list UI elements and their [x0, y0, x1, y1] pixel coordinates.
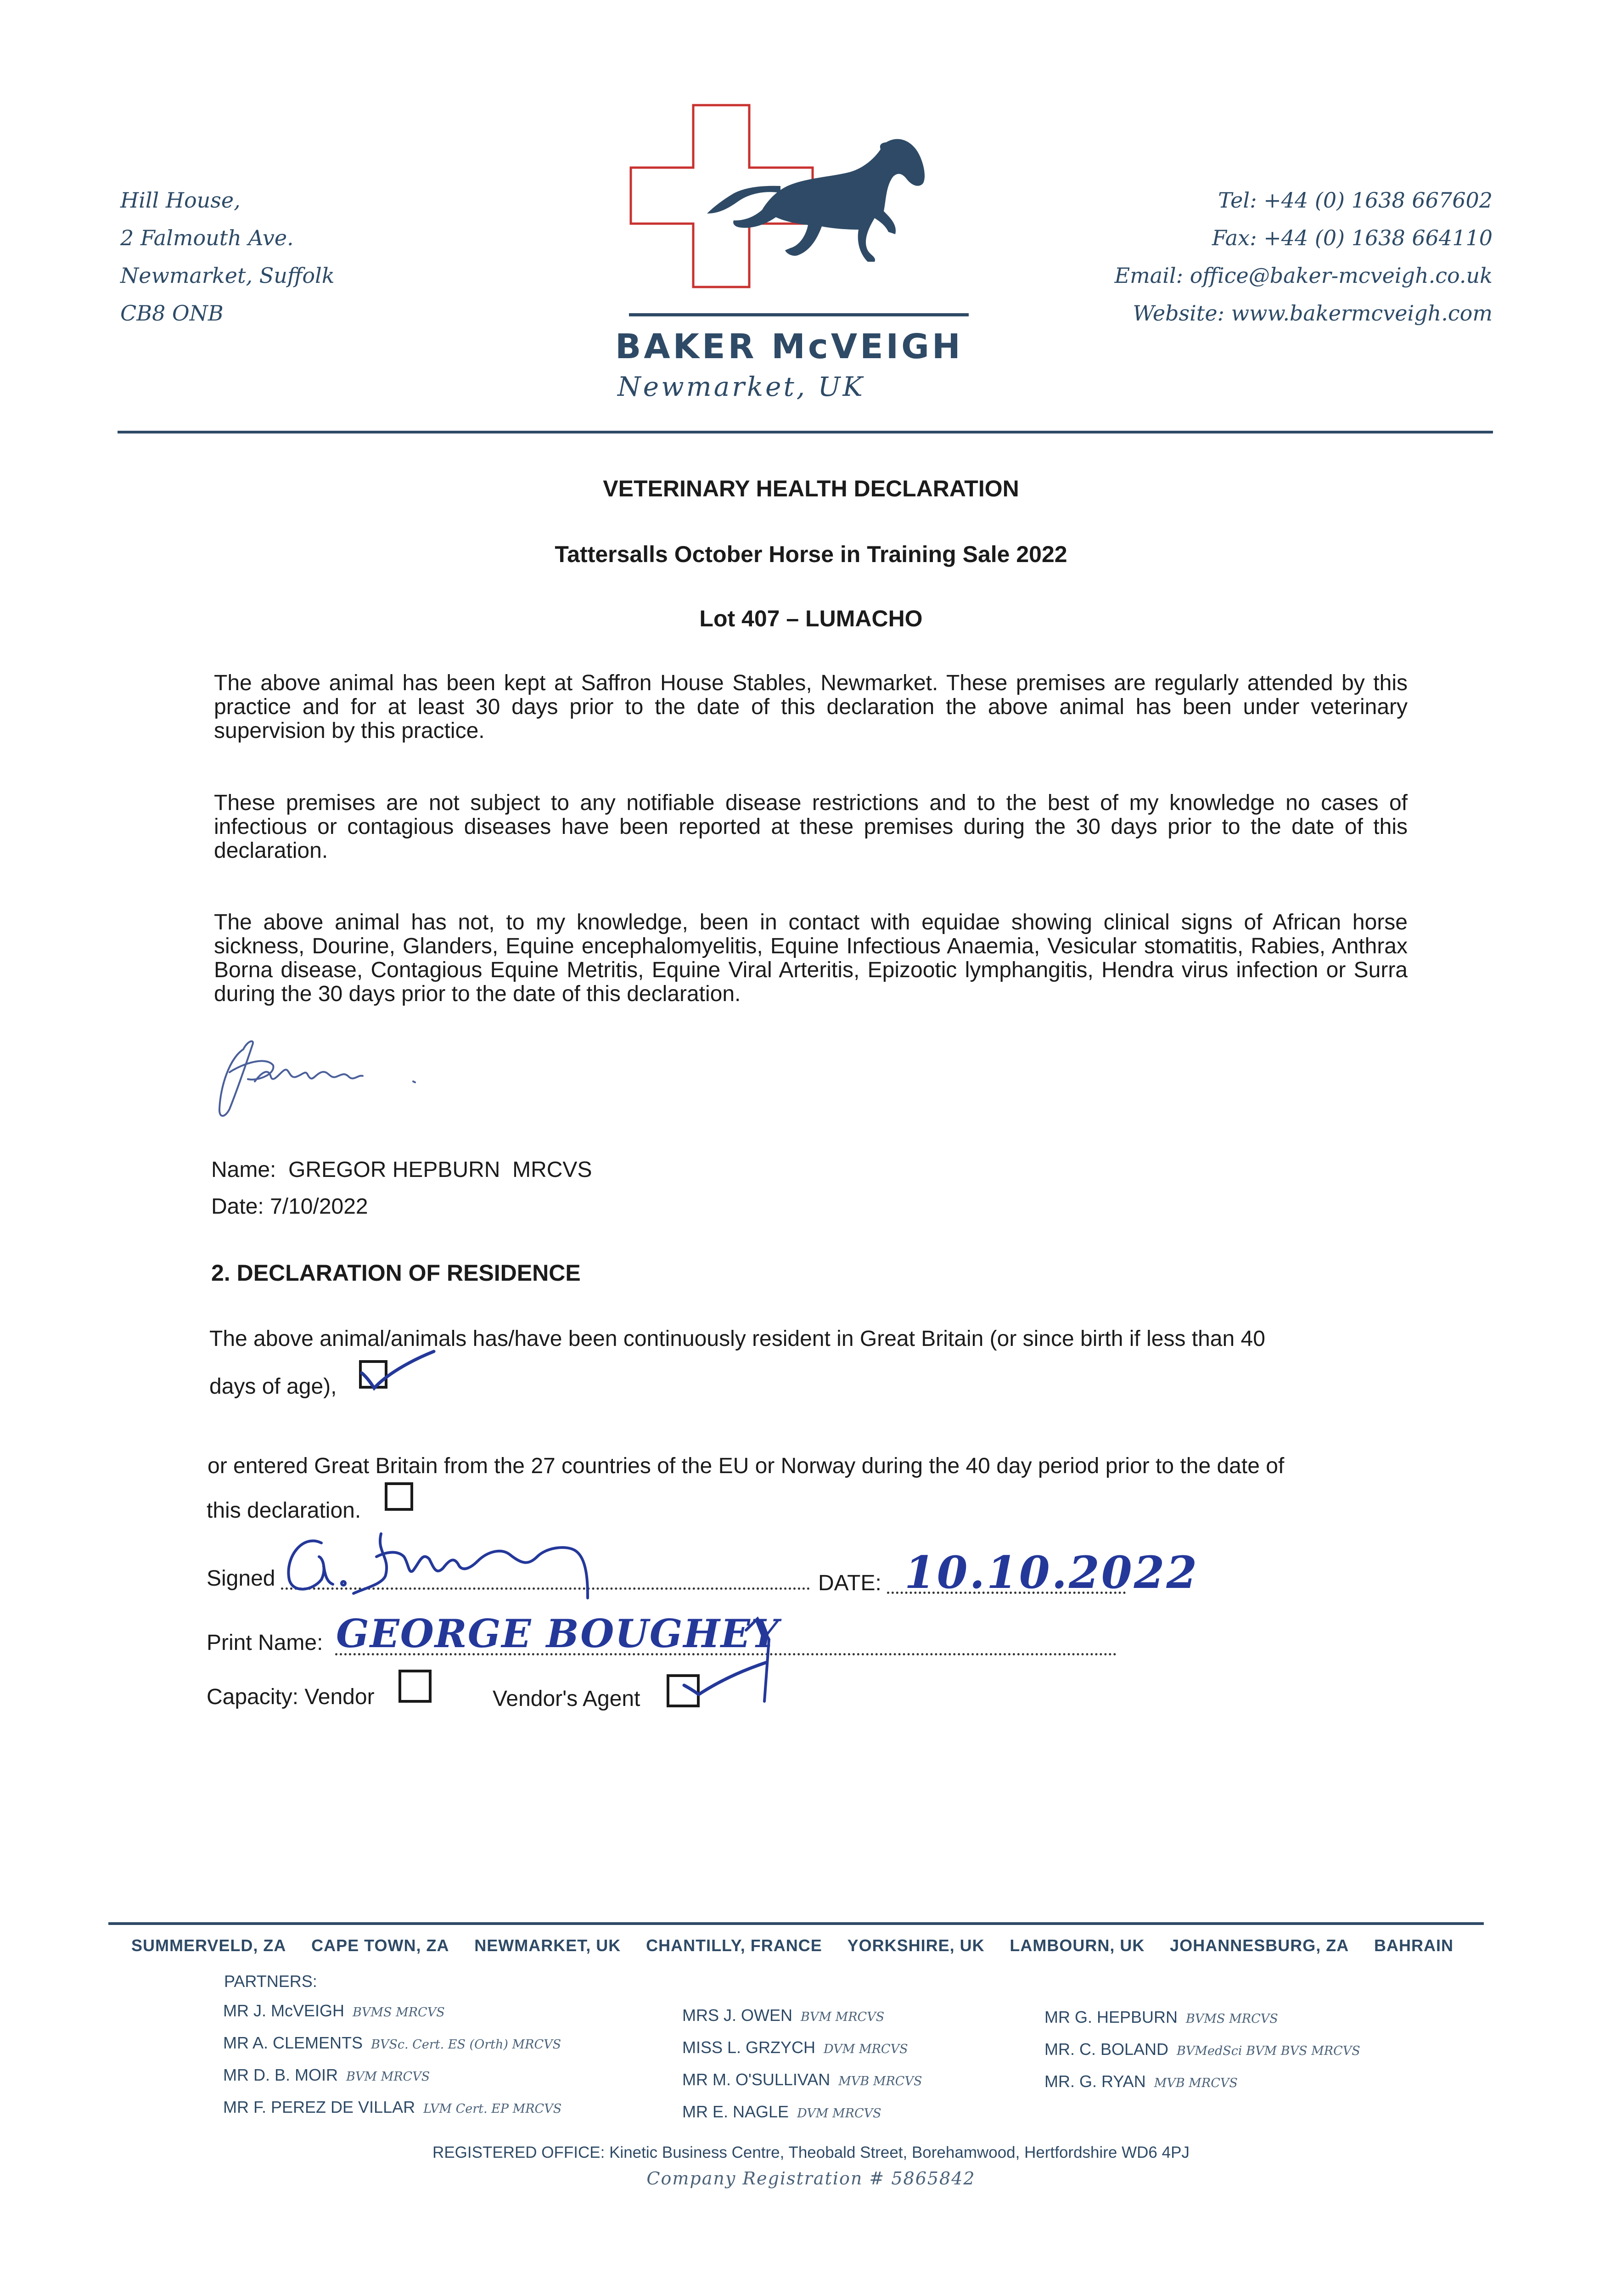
office-location: JOHANNESBURG, ZA	[1170, 1936, 1349, 1955]
residence-heading: 2. DECLARATION OF RESIDENCE	[211, 1260, 581, 1286]
residence-line-4: this declaration.	[207, 1498, 361, 1523]
residence-line-3: or entered Great Britain from the 27 countries of the EU or Norway during the 40 day period prior to the date of	[208, 1454, 1285, 1478]
partner-entry: MRS J. OWEN BVM MRCVS	[682, 2006, 885, 2025]
partner-entry: MR F. PEREZ DE VILLAR LVM Cert. EP MRCVS	[223, 2098, 562, 2116]
residence-line-1: The above animal/animals has/have been continuously resident in Great Britain (or since birth if less than 40	[209, 1327, 1265, 1351]
handwritten-date: 10.10.2022	[904, 1547, 1199, 1598]
vendor-checkbox[interactable]	[398, 1670, 432, 1703]
supervision-paragraph: The above animal has been kept at Saffron House Stables, Newmarket. These premises are regularly attended by this practice and for at least 30 days prior to the date of this declaration the above animal has been under veterinary supervision by this practice.	[214, 671, 1408, 743]
partner-entry: MR A. CLEMENTS BVSc. Cert. ES (Orth) MRCVS	[223, 2033, 561, 2052]
office-location: NEWMARKET, UK	[474, 1936, 621, 1955]
footer-rule	[108, 1922, 1484, 1925]
checkmark-icon	[354, 1348, 436, 1398]
contact-paragraph: The above animal has not, to my knowledge, been in contact with equidae showing clinical signs of African horse sickness, Dourine, Glanders, Equine encephalomyelitis, Equine Infectious Anaemia, Vesicular stomatitis, Rabies, Anthrax Borna disease, Contagious Equine Metritis, Equine Viral Arteritis, Epizootic lymphangitis, Hendra virus infection or Surra during the 30 days prior to the date of this declaration.	[214, 910, 1408, 1006]
partner-entry: MISS L. GRZYCH DVM MRCVS	[682, 2038, 908, 2057]
office-location: BAHRAIN	[1374, 1936, 1454, 1955]
agent-signature	[271, 1525, 698, 1603]
vet-name: Name: GREGOR HEPBURN MRCVS	[211, 1158, 592, 1182]
address-line: Hill House,	[120, 188, 241, 213]
company-contact	[1115, 181, 1493, 332]
website-line: Website: www.bakermcveigh.com	[1133, 301, 1493, 326]
handwritten-print-name: GEORGE BOUGHEY	[336, 1611, 780, 1656]
baker-mcveigh-logo	[629, 103, 969, 319]
partner-entry: MR. C. BOLAND BVMedSci BVM BVS MRCVS	[1044, 2040, 1360, 2059]
office-location: SUMMERVELD, ZA	[131, 1936, 286, 1955]
vet-date: Date: 7/10/2022	[211, 1194, 368, 1219]
partner-entry: MR M. O'SULLIVAN MVB MRCVS	[682, 2070, 922, 2089]
partner-entry: MR D. B. MOIR BVM MRCVS	[223, 2065, 430, 2084]
partners-column-2	[682, 2000, 922, 2129]
capacity-label: Capacity: Vendor	[207, 1685, 375, 1709]
address-line: Newmarket, Suffolk	[120, 263, 335, 288]
signed-label: Signed	[207, 1566, 275, 1591]
office-location: CHANTILLY, FRANCE	[646, 1936, 822, 1955]
company-address	[120, 181, 335, 332]
brand-location: Newmarket, UK	[617, 371, 865, 402]
email-line: Email: office@baker-mcveigh.co.uk	[1114, 263, 1493, 288]
address-line: CB8 ONB	[120, 301, 224, 326]
brand-name: BAKER McVEIGH	[615, 327, 963, 366]
partners-column-3	[1044, 2002, 1360, 2099]
partner-entry: MR E. NAGLE DVM MRCVS	[682, 2102, 881, 2121]
residence-line-2: days of age),	[209, 1374, 337, 1399]
office-locations	[131, 1936, 1454, 1955]
partner-entry: MR J. McVEIGH BVMS MRCVS	[223, 2001, 445, 2020]
document-title: VETERINARY HEALTH DECLARATION	[603, 476, 1019, 501]
partners-column-1	[223, 1996, 561, 2124]
partner-entry: MR G. HEPBURN BVMS MRCVS	[1044, 2008, 1278, 2026]
print-name-label: Print Name:	[207, 1631, 323, 1655]
sale-title: Tattersalls October Horse in Training Sale 2022	[555, 541, 1067, 567]
address-line: 2 Falmouth Ave.	[120, 225, 294, 250]
galloping-horse-icon	[707, 139, 925, 262]
office-location: CAPE TOWN, ZA	[311, 1936, 449, 1955]
premises-paragraph: These premises are not subject to any notifiable disease restrictions and to the best of my knowledge no cases of infectious or contagious diseases have been reported at these premises during the 30 days prior to the date of this declaration.	[214, 791, 1408, 863]
partner-entry: MR. G. RYAN MVB MRCVS	[1044, 2072, 1238, 2091]
vet-signature	[211, 1031, 422, 1127]
partners-label: PARTNERS:	[224, 1972, 317, 1991]
office-location: YORKSHIRE, UK	[847, 1936, 985, 1955]
date-label: DATE:	[818, 1571, 881, 1595]
company-registration: Company Registration # 5865842	[646, 2168, 976, 2189]
header-rule	[118, 431, 1493, 433]
office-location: LAMBOURN, UK	[1010, 1936, 1145, 1955]
lot-title: Lot 407 – LUMACHO	[699, 606, 923, 631]
vendors-agent-label: Vendor's Agent	[493, 1687, 640, 1711]
phone-line: Tel: +44 (0) 1638 667602	[1218, 188, 1493, 213]
fax-line: Fax: +44 (0) 1638 664110	[1212, 225, 1493, 250]
registered-office: REGISTERED OFFICE: Kinetic Business Centre, Theobald Street, Borehamwood, Hertfordshire WD6 4PJ	[432, 2144, 1190, 2161]
logo-rule	[629, 313, 969, 316]
eu-entry-checkbox[interactable]	[385, 1482, 413, 1511]
checkmark-icon	[675, 1635, 776, 1708]
